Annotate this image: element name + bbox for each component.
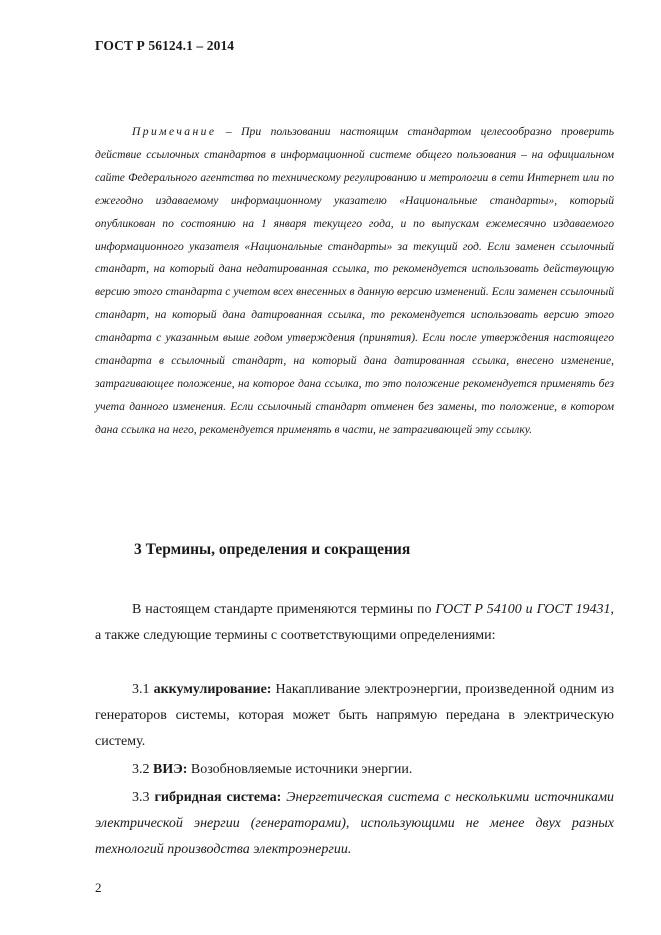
definition-number: 3.3 [132,790,155,805]
intro-before: В настоящем стандарте применяются термины по [132,602,436,617]
note-text: – При пользовании настоящим стандартом целесообразно проверить действие ссылочных стандартов в информационной системе общего пользования – на официальном сайте Федерального агентства по техническому регулированию и метрологии в сети Интернет или по ежегодно издаваемому информационному указателю «Национальные стандарты», который опубликован по состоянию на 1 января текущего года, и по выпускам ежемесячно издаваемого информационного указателя «Национальные стандарты» за текущий год. Если заменен ссылочный стандарт, на который дана недатированная ссылка, то рекомендуется использовать действующую версию этого стандарта с учетом всех внесенных в данную версию изменений. Если заменен ссылочный стандарт, на который дана датированная ссылка, то рекомендуется использовать версию этого стандарта с указанным выше годом утверждения (принятия). Если после утверждения настоящего стандарта в ссылочный стандарт, на который дана датированная ссылка, внесено изменение, затрагивающее положение, на которое дана ссылка, то это положение рекомендуется применять без учета данного изменения. Если ссылочный стандарт отменен без замены, то положение, в котором дана ссылка на него, рекомендуется применять в части, не затрагивающей эту ссылку. [95,125,614,436]
section-title: 3 Термины, определения и сокращения [134,541,411,558]
definition-item [95,757,614,783]
definition-text: Накапливание электроэнергии, произведенной одним из генераторов системы, которая может быть напрямую передана в электрическую систему. [95,682,615,749]
definition-item [95,677,614,754]
definition-text: Возобновляемые источники энергии. [187,762,413,777]
definition-item [95,785,614,862]
page-number: 2 [95,880,102,895]
reference-gost-19431: ГОСТ 19431 [536,602,611,617]
definition-term: ВИЭ: [153,762,188,777]
definition-term: гибридная система: [154,790,282,805]
section-intro [95,597,614,649]
definition-number: 3.2 [132,762,153,777]
document-header: ГОСТ Р 56124.1 – 2014 [95,38,235,53]
definition-text: Энергетическая система с несколькими источниками электрической энергии (генераторами), использующими не менее двух разных технологий производства электроэнергии. [95,790,615,857]
note-label: Примечание [132,125,217,138]
reference-gost-r-54100: ГОСТ Р 54100 [435,602,522,617]
definition-number: 3.1 [132,682,154,697]
definition-term: аккумулирование: [153,682,272,697]
intro-after: , а также следующие термины с соответствующими определениями: [95,602,615,643]
intro-conjunction: и [521,602,537,617]
reference-note [95,121,614,442]
